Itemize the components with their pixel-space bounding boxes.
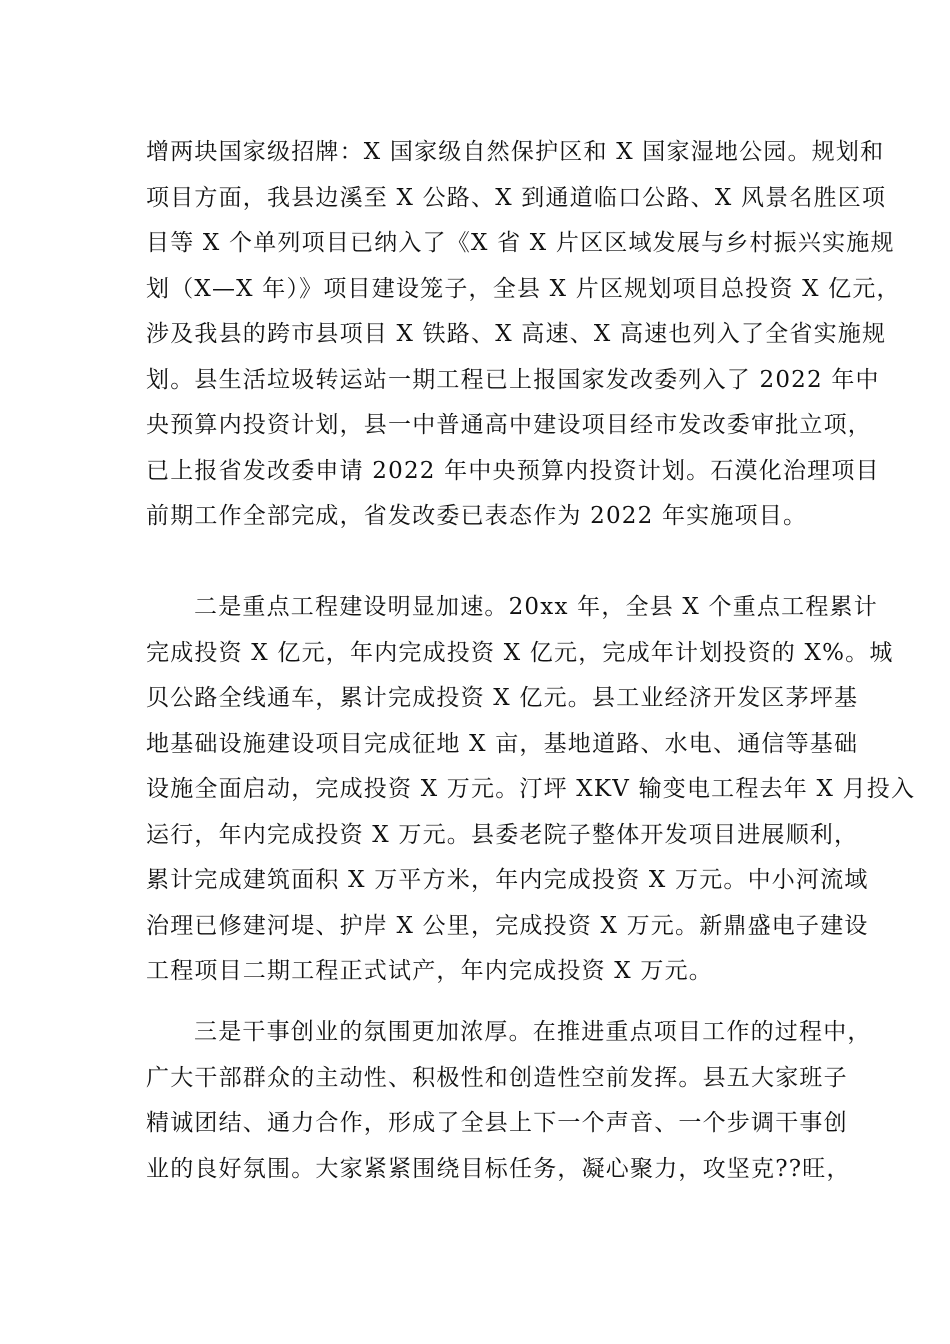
text-line: 工程项目二期工程正式试产，年内完成投资 X 万元。 xyxy=(146,958,713,984)
text-line: 央预算内投资计划，县一中普通高中建设项目经市发改委审批立项， xyxy=(146,412,872,438)
text-line: 已上报省发改委申请 2022 年中央预算内投资计划。石漠化治理项目 xyxy=(146,457,880,484)
text-line: 设施全面启动，完成投资 X 万元。汀坪 XKV 输变电工程去年 X 月投入 xyxy=(146,776,916,802)
text-line: 地基础设施建设项目完成征地 X 亩，基地道路、水电、通信等基础 xyxy=(146,730,859,757)
text-line: 治理已修建河堤、护岸 X 公里，完成投资 X 万元。新鼎盛电子建设 xyxy=(146,912,869,939)
text-line: 增两块国家级招牌：X 国家级自然保护区和 X 国家湿地公园。规划和 xyxy=(146,139,885,165)
text-line: 涉及我县的跨市县项目 X 铁路、X 高速、X 高速也列入了全省实施规 xyxy=(146,321,887,347)
text-line: 划（X—X 年）》项目建设笼子，全县 X 片区规划项目总投资 X 亿元， xyxy=(146,275,901,302)
text-line: 前期工作全部完成，省发改委已表态作为 2022 年实施项目。 xyxy=(146,503,808,529)
text-line: 累计完成建筑面积 X 万平方米，年内完成投资 X 万元。中小河流域 xyxy=(146,867,869,893)
text-line: 二是重点工程建设明显加速。20xx 年，全县 X 个重点工程累计 xyxy=(194,594,878,620)
text-line: 贝公路全线通车，累计完成投资 X 亿元。县工业经济开发区茅坪基 xyxy=(146,685,859,711)
text-line: 划。县生活垃圾转运站一期工程已上报国家发改委列入了 2022 年中 xyxy=(146,366,880,393)
paragraph-key-projects xyxy=(146,585,916,995)
text-line: 广大干部群众的主动性、积极性和创造性空前发挥。县五大家班子 xyxy=(146,1064,848,1091)
text-line: 完成投资 X 亿元，年内完成投资 X 亿元，完成年计划投资的 X%。城 xyxy=(146,639,894,666)
text-line: 精诚团结、通力合作，形成了全县上下一个声音、一个步调干事创 xyxy=(146,1110,848,1136)
paragraph-continuation xyxy=(146,130,901,540)
text-line: 项目方面，我县边溪至 X 公路、X 到通道临口公路、X 风景名胜区项 xyxy=(146,184,887,211)
text-line: 三是干事创业的氛围更加浓厚。在推进重点项目工作的过程中， xyxy=(194,1019,872,1045)
text-line: 业的良好氛围。大家紧紧围绕目标任务，凝心聚力，攻坚克??旺， xyxy=(146,1155,851,1182)
text-line: 目等 X 个单列项目已纳入了《X 省 X 片区区域发展与乡村振兴实施规 xyxy=(146,230,895,256)
paragraph-atmosphere xyxy=(146,1010,872,1192)
text-line: 运行，年内完成投资 X 万元。县委老院子整体开发项目进展顺利， xyxy=(146,821,859,848)
